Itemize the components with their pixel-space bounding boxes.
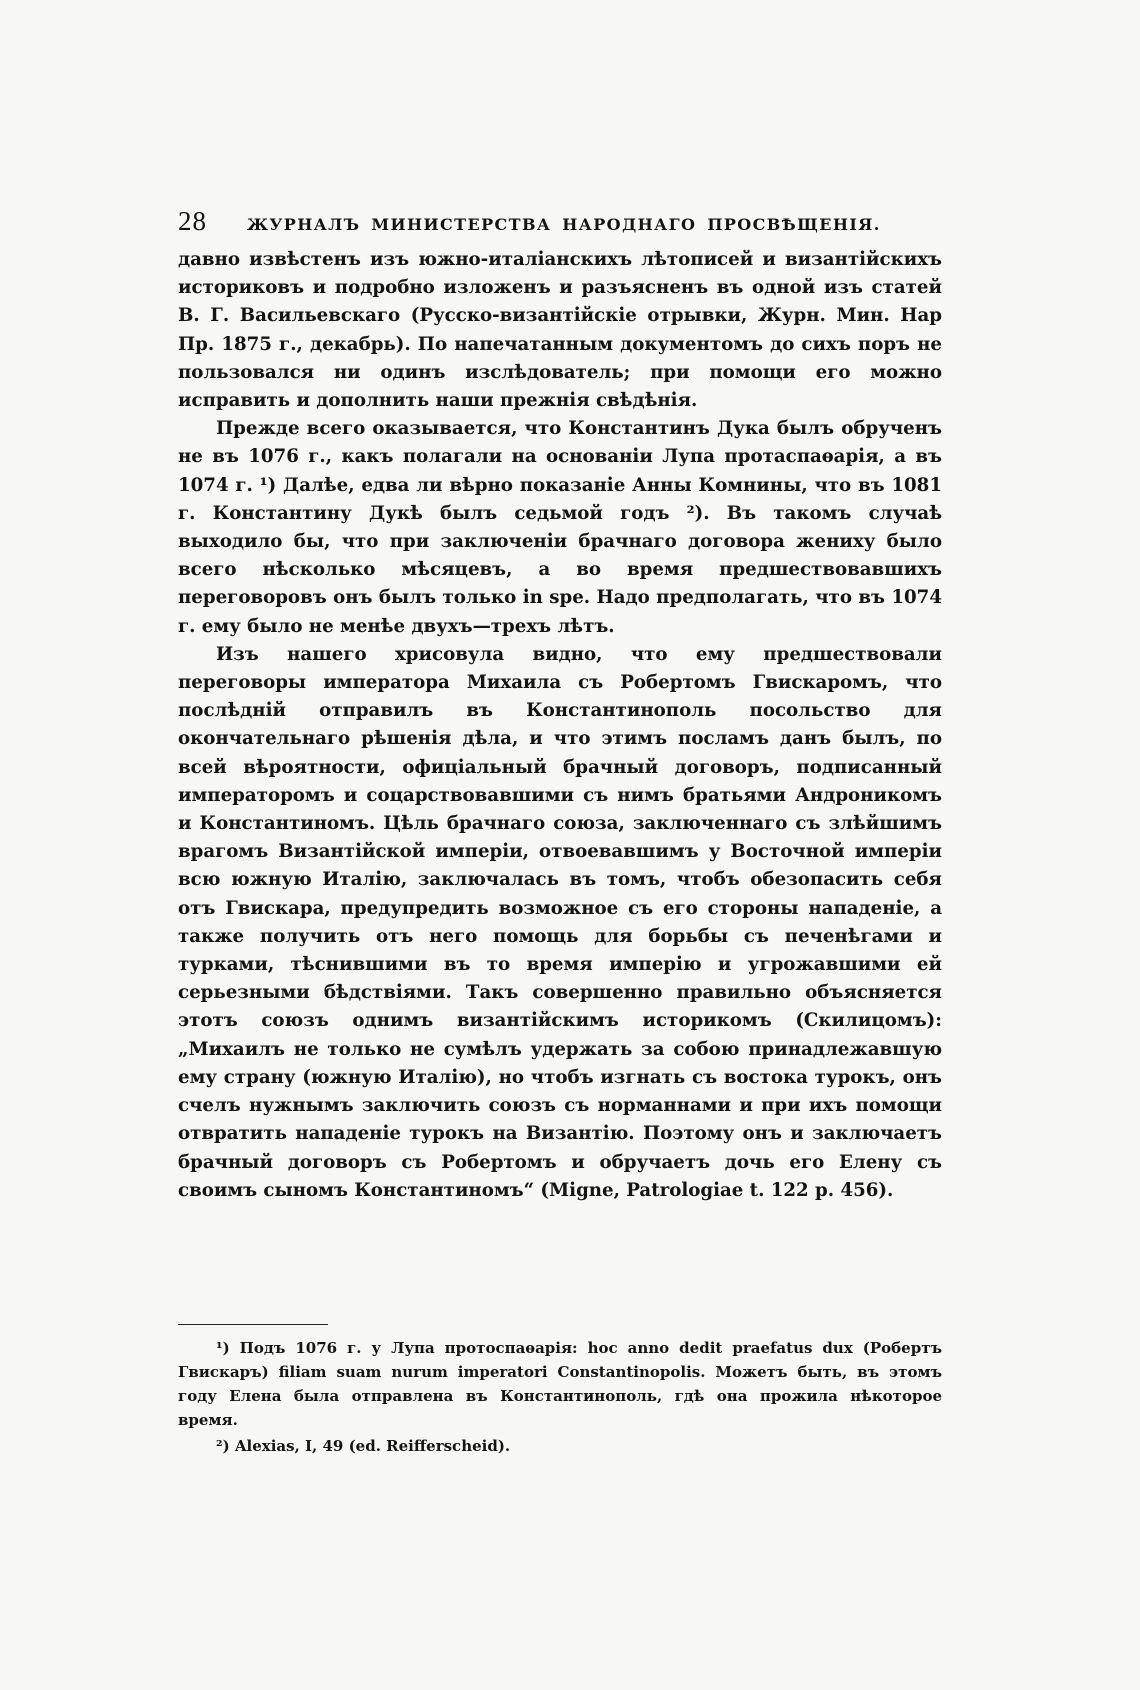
footnotes (178, 1336, 942, 1458)
paragraph: Прежде всего оказывается, что Константинъ Дука былъ обрученъ не въ 1076 г., какъ полагали на основаніи Лупа протаспаѳарія, а въ 1074 г. ¹) Далѣе, едва ли вѣрно показаніе Анны Комнины, что въ 1081 г. Константину Дукѣ былъ седьмой годъ ²). Въ такомъ случаѣ выходило бы, что при заключеніи брачнаго договора жениху было всего нѣсколько мѣсяцевъ, а во время предшествовавшихъ переговоровъ онъ былъ только in spe. Надо предполагать, что въ 1074 г. ему было не менѣе двухъ—трехъ лѣтъ. (178, 418, 942, 637)
body-text (178, 246, 942, 1205)
page-header (178, 206, 958, 237)
footnote: ¹) Подъ 1076 г. у Лупа протоспаѳарія: hoc anno dedit praefatus dux (Робертъ Гвискаръ) filiam suam nurum imperatori Constantinopolis. Можетъ быть, въ этомъ году Елена была отправлена въ Константинополь, гдѣ она прожила нѣкоторое время. (178, 1339, 942, 1429)
paragraph: Изъ нашего хрисовула видно, что ему предшествовали переговоры императора Михаила съ Робертомъ Гвискаромъ, что послѣдній отправилъ въ Константинополь посольство для окончательнаго рѣшенія дѣла, и что этимъ посламъ данъ былъ, по всей вѣроятности, офиціальный брачный договоръ, подписанный императоромъ и соцарствовавшими съ нимъ братьями Андроникомъ и Константиномъ. Цѣль брачнаго союза, заключеннаго съ злѣйшимъ врагомъ Византійской имперіи, отвоевавшимъ у Восточной имперіи всю южную Италію, заключалась въ томъ, чтобъ обезопасить себя отъ Гвискара, предупредить возможное съ его стороны нападеніе, а также получить отъ него помощь для борьбы съ печенѣгами и турками, тѣснившими въ то время имперію и угрожавшими ей серьезными бѣдствіями. Такъ совершенно правильно объясняется этотъ союзъ однимъ византійскимъ историкомъ (Скилицомъ): „Михаилъ не только не сумѣлъ удержать за собою принадлежавшую ему страну (южную Италію), но чтобъ изгнать съ востока турокъ, онъ счелъ нужнымъ заключить союзъ съ норманнами и при ихъ помощи отвратить нападеніе турокъ на Византію. Поэтому онъ и заключаетъ брачный договоръ съ Робертомъ и обручаетъ дочь его Елену съ своимъ сыномъ Константиномъ“ (Migne, Patrologiae t. 122 p. 456). (178, 643, 942, 1201)
footnote: ²) Alexias, I, 49 (ed. Reifferscheid). (216, 1437, 511, 1455)
footnote-divider (178, 1324, 328, 1325)
running-head: ЖУРНАЛЪ МИНИСТЕРСТВА НАРОДНАГО ПРОСВѢЩЕНІЯ. (247, 215, 881, 234)
page-number: 28 (178, 206, 207, 236)
paragraph: давно извѣстенъ изъ южно-италіанскихъ лѣтописей и византійскихъ историковъ и подробно изложенъ и разъясненъ въ одной изъ статей В. Г. Васильевскаго (Русско-византійскіе отрывки, Журн. Мин. Нар Пр. 1875 г., декабрь). По напечатанным документомъ до сихъ поръ не пользовался ни одинъ изслѣдователь; при помощи его можно исправить и дополнить наши прежнія свѣдѣнія. (178, 249, 942, 412)
